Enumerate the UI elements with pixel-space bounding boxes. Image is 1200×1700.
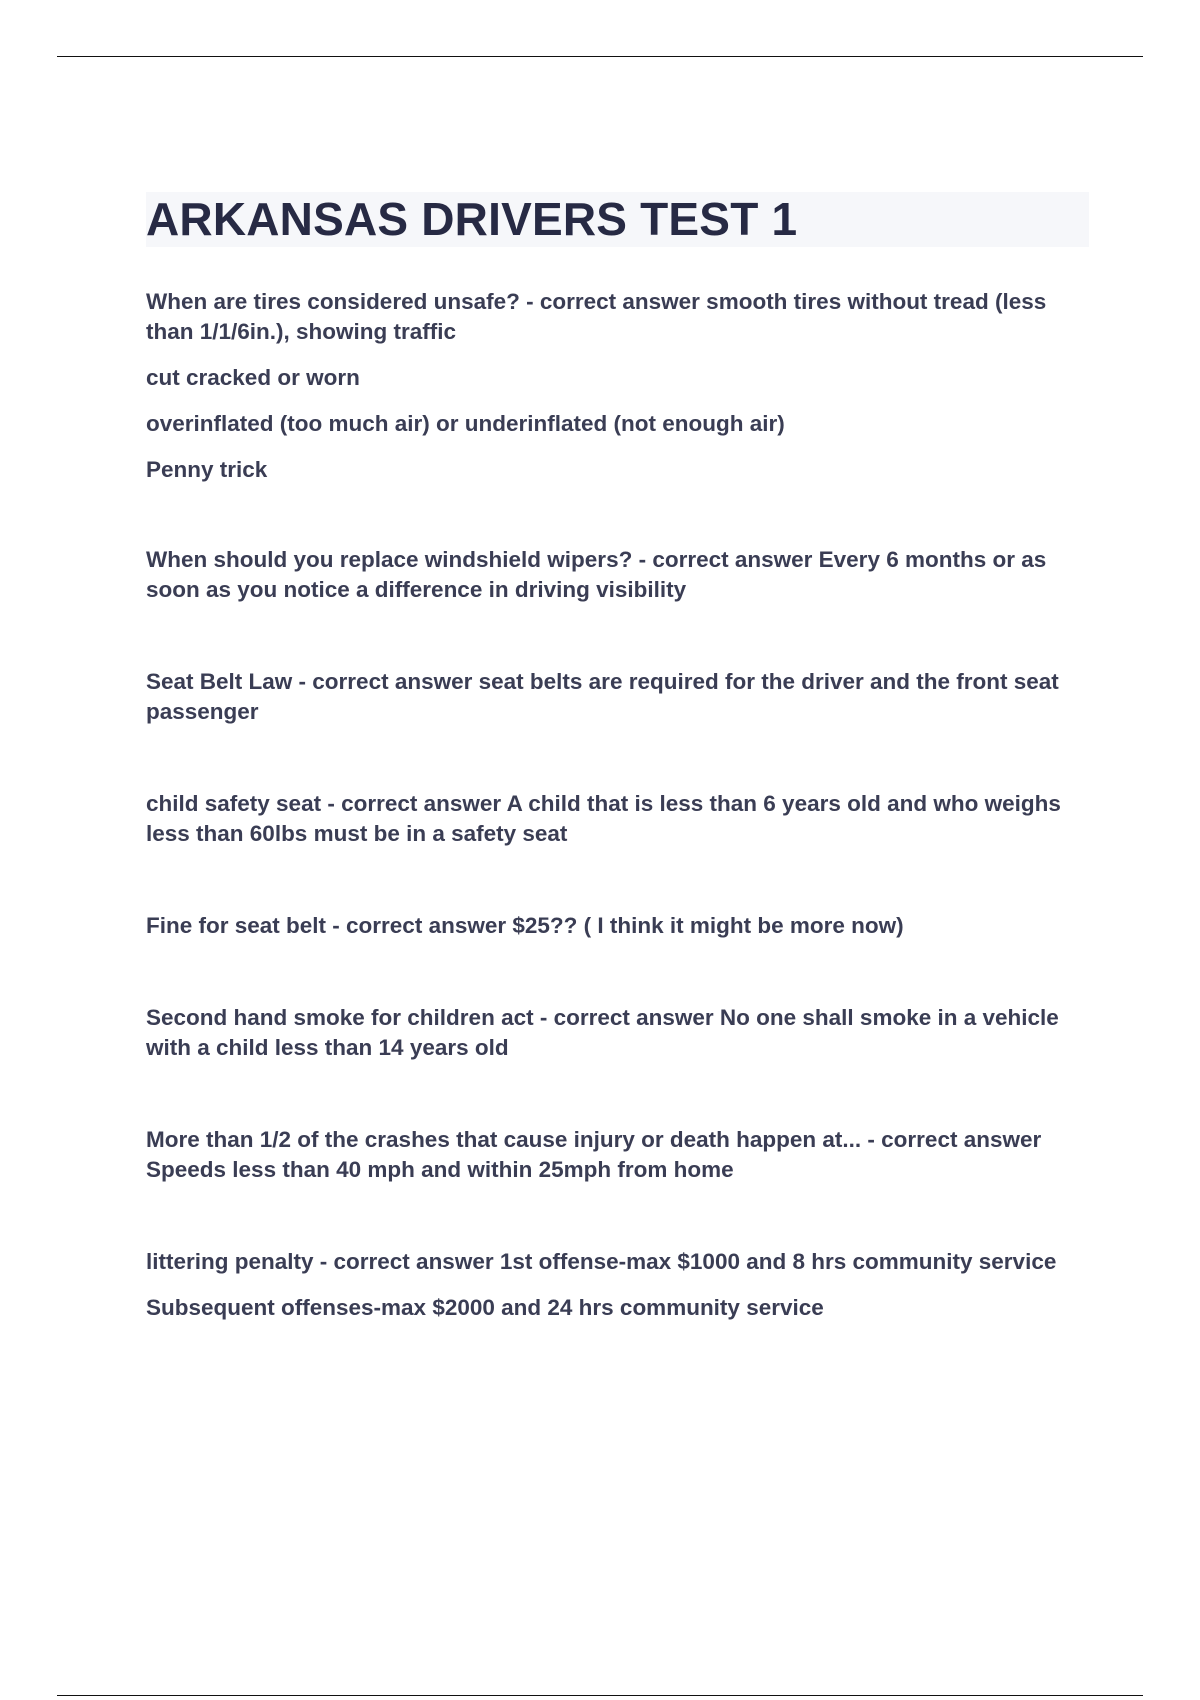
qa-item [146,789,1089,849]
qa-text: Fine for seat belt - correct answer $25?? ( I think it might be more now) [146,913,904,938]
qa-text: When should you replace windshield wipers? - correct answer Every 6 months or as soon as you notice a difference in driving visibility [146,547,1047,602]
qa-text: cut cracked or worn [146,365,360,390]
qa-item [146,1125,1089,1185]
qa-item [146,911,1089,941]
document-title: ARKANSAS DRIVERS TEST 1 [146,193,798,245]
qa-item [146,1247,1089,1323]
qa-text: child safety seat - correct answer A child that is less than 6 years old and who weighs less than 60lbs must be in a safety seat [146,791,1061,846]
qa-item [146,287,1089,485]
document-body [146,192,1089,1385]
qa-item [146,545,1089,605]
qa-list [146,287,1089,1323]
qa-text: Seat Belt Law - correct answer seat belts are required for the driver and the front seat passenger [146,669,1059,724]
qa-text: overinflated (too much air) or underinflated (not enough air) [146,411,785,436]
qa-item [146,1003,1089,1063]
qa-text: Subsequent offenses-max $2000 and 24 hrs community service [146,1295,824,1320]
qa-item [146,667,1089,727]
qa-text: littering penalty - correct answer 1st offense-max $1000 and 8 hrs community service [146,1249,1057,1274]
qa-text: More than 1/2 of the crashes that cause injury or death happen at... - correct answer Speeds less than 40 mph and within 25mph from home [146,1127,1042,1182]
qa-text: When are tires considered unsafe? - correct answer smooth tires without tread (less than 1/1/6in.), showing traffic [146,289,1047,344]
qa-text: Penny trick [146,457,268,482]
qa-text: Second hand smoke for children act - correct answer No one shall smoke in a vehicle with a child less than 14 years old [146,1005,1059,1060]
top-rule [57,56,1143,57]
bottom-rule [57,1695,1143,1696]
title-band [146,192,1089,247]
